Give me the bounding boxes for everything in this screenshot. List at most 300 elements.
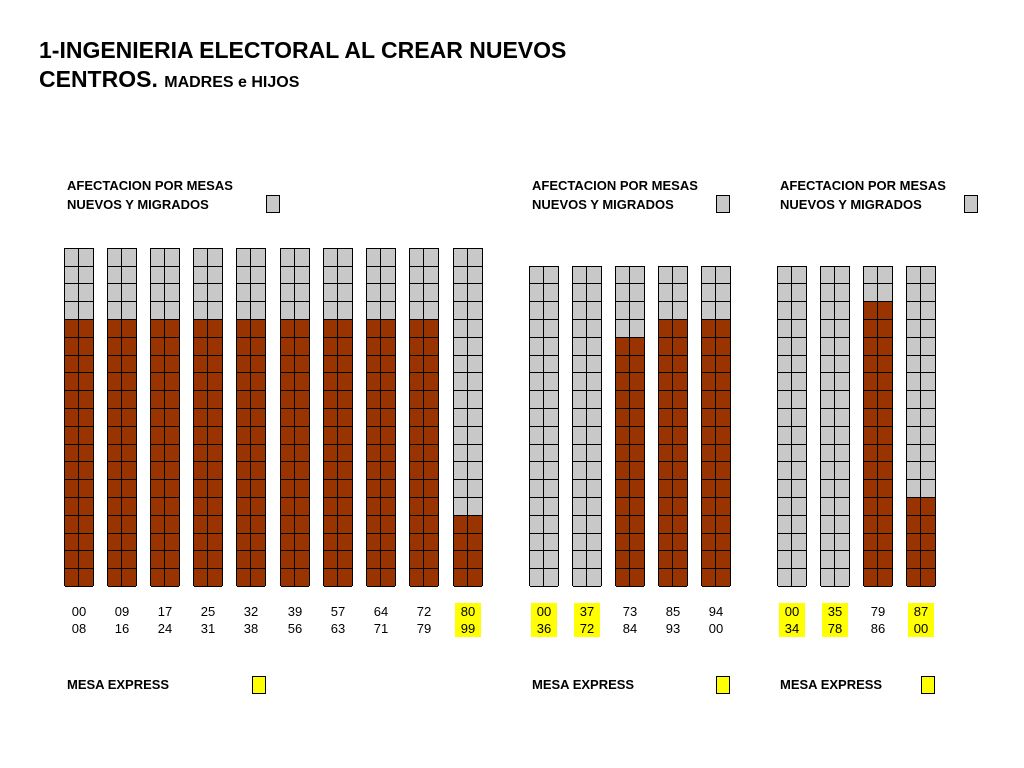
bar-column: [820, 266, 850, 586]
filled-cell: [324, 480, 338, 498]
empty-cell: [573, 534, 587, 552]
filled-cell: [251, 338, 265, 356]
empty-cell: [65, 267, 79, 285]
empty-cell: [835, 267, 849, 285]
filled-cell: [208, 480, 222, 498]
filled-cell: [324, 427, 338, 445]
filled-cell: [251, 320, 265, 338]
filled-cell: [673, 551, 687, 569]
empty-cell: [821, 445, 835, 463]
filled-cell: [659, 356, 673, 374]
filled-cell: [381, 338, 395, 356]
filled-cell: [367, 534, 381, 552]
filled-cell: [367, 498, 381, 516]
filled-cell: [673, 409, 687, 427]
filled-cell: [65, 534, 79, 552]
empty-cell: [367, 267, 381, 285]
filled-cell: [907, 534, 921, 552]
filled-cell: [338, 320, 352, 338]
empty-cell: [324, 302, 338, 320]
empty-cell: [468, 373, 482, 391]
empty-cell: [778, 551, 792, 569]
filled-cell: [108, 569, 122, 587]
filled-cell: [122, 551, 136, 569]
empty-cell: [208, 302, 222, 320]
empty-cell: [295, 267, 309, 285]
filled-cell: [151, 480, 165, 498]
bar-label-top: 00: [784, 604, 800, 619]
filled-cell: [194, 391, 208, 409]
legend-line-2: NUEVOS Y MIGRADOS: [780, 197, 922, 212]
empty-cell: [616, 284, 630, 302]
filled-cell: [108, 498, 122, 516]
filled-cell: [65, 569, 79, 587]
empty-cell: [921, 373, 935, 391]
empty-cell: [544, 445, 558, 463]
filled-cell: [716, 391, 730, 409]
filled-cell: [237, 534, 251, 552]
filled-cell: [630, 427, 644, 445]
empty-cell: [821, 338, 835, 356]
empty-cell: [108, 249, 122, 267]
empty-cell: [778, 409, 792, 427]
filled-cell: [410, 373, 424, 391]
filled-cell: [165, 480, 179, 498]
filled-cell: [381, 498, 395, 516]
empty-cell: [237, 302, 251, 320]
filled-cell: [122, 498, 136, 516]
empty-cell: [878, 267, 892, 285]
filled-cell: [108, 338, 122, 356]
empty-cell: [835, 320, 849, 338]
filled-cell: [864, 320, 878, 338]
empty-cell: [165, 249, 179, 267]
filled-cell: [281, 480, 295, 498]
filled-cell: [616, 338, 630, 356]
empty-cell: [544, 409, 558, 427]
empty-cell: [79, 267, 93, 285]
bar-label-top: 39: [287, 604, 303, 619]
filled-cell: [338, 373, 352, 391]
filled-cell: [65, 356, 79, 374]
filled-cell: [702, 356, 716, 374]
empty-cell: [907, 284, 921, 302]
filled-cell: [673, 569, 687, 587]
empty-cell: [468, 409, 482, 427]
filled-cell: [65, 427, 79, 445]
filled-cell: [208, 427, 222, 445]
empty-cell: [659, 284, 673, 302]
filled-cell: [65, 462, 79, 480]
empty-cell: [821, 534, 835, 552]
bar-label: [779, 603, 805, 637]
filled-cell: [251, 391, 265, 409]
page-title: [39, 36, 566, 97]
legend-label: [67, 176, 233, 214]
filled-cell: [208, 551, 222, 569]
empty-cell: [544, 373, 558, 391]
empty-cell: [367, 249, 381, 267]
filled-cell: [630, 569, 644, 587]
legend-line-1: AFECTACION POR MESAS: [67, 178, 233, 193]
filled-cell: [673, 534, 687, 552]
empty-cell: [778, 480, 792, 498]
filled-cell: [108, 409, 122, 427]
empty-cell: [530, 267, 544, 285]
bar-column: [193, 248, 223, 586]
bar-label-bottom: 00: [913, 621, 929, 636]
empty-cell: [468, 356, 482, 374]
empty-cell: [108, 284, 122, 302]
title-line-2-main: CENTROS.: [39, 66, 158, 92]
bar-column: [107, 248, 137, 586]
filled-cell: [410, 409, 424, 427]
empty-cell: [573, 480, 587, 498]
filled-cell: [65, 498, 79, 516]
filled-cell: [616, 462, 630, 480]
empty-cell: [424, 267, 438, 285]
filled-cell: [424, 391, 438, 409]
filled-cell: [864, 356, 878, 374]
empty-cell: [821, 267, 835, 285]
empty-cell: [165, 302, 179, 320]
empty-cell: [778, 356, 792, 374]
empty-cell: [530, 391, 544, 409]
filled-cell: [673, 445, 687, 463]
bar-label-top: 00: [536, 604, 552, 619]
legend-label: [532, 176, 698, 214]
filled-cell: [410, 391, 424, 409]
empty-cell: [835, 462, 849, 480]
empty-cell: [792, 534, 806, 552]
empty-cell: [778, 569, 792, 587]
filled-cell: [208, 569, 222, 587]
filled-cell: [208, 391, 222, 409]
empty-cell: [702, 302, 716, 320]
filled-cell: [108, 551, 122, 569]
empty-cell: [792, 320, 806, 338]
filled-cell: [208, 498, 222, 516]
filled-cell: [65, 480, 79, 498]
filled-cell: [122, 320, 136, 338]
empty-cell: [468, 320, 482, 338]
filled-cell: [878, 534, 892, 552]
bar-label: [531, 603, 557, 637]
filled-cell: [151, 551, 165, 569]
empty-cell: [921, 391, 935, 409]
filled-cell: [659, 534, 673, 552]
filled-cell: [616, 480, 630, 498]
empty-cell: [324, 249, 338, 267]
empty-cell: [468, 249, 482, 267]
filled-cell: [410, 356, 424, 374]
bar-column: [409, 248, 439, 586]
filled-cell: [281, 498, 295, 516]
filled-cell: [251, 445, 265, 463]
filled-cell: [295, 320, 309, 338]
mesa-express-label: MESA EXPRESS: [780, 677, 883, 692]
bar-label-top: 32: [243, 604, 259, 619]
legend-line-2: NUEVOS Y MIGRADOS: [532, 197, 674, 212]
filled-cell: [251, 498, 265, 516]
bar-label-top: 35: [827, 604, 843, 619]
filled-cell: [864, 302, 878, 320]
empty-cell: [530, 480, 544, 498]
empty-cell: [835, 409, 849, 427]
empty-cell: [587, 356, 601, 374]
filled-cell: [324, 409, 338, 427]
title-line-2-sub: MADRES e HIJOS: [164, 74, 300, 91]
bar-label-bottom: 72: [579, 621, 595, 636]
filled-cell: [864, 498, 878, 516]
empty-cell: [921, 462, 935, 480]
filled-cell: [673, 480, 687, 498]
bar-column: [453, 248, 483, 586]
filled-cell: [122, 516, 136, 534]
empty-cell: [573, 373, 587, 391]
filled-cell: [151, 409, 165, 427]
bar-label-top: 09: [114, 604, 130, 619]
filled-cell: [907, 498, 921, 516]
filled-cell: [194, 320, 208, 338]
filled-cell: [381, 409, 395, 427]
filled-cell: [122, 480, 136, 498]
empty-cell: [792, 569, 806, 587]
empty-cell: [792, 516, 806, 534]
filled-cell: [165, 427, 179, 445]
empty-cell: [907, 302, 921, 320]
filled-cell: [673, 427, 687, 445]
filled-cell: [165, 551, 179, 569]
empty-cell: [921, 320, 935, 338]
filled-cell: [454, 516, 468, 534]
empty-cell: [194, 302, 208, 320]
filled-cell: [165, 409, 179, 427]
legend-label: [780, 176, 946, 214]
empty-cell: [907, 462, 921, 480]
empty-cell: [573, 462, 587, 480]
empty-cell: [454, 249, 468, 267]
filled-cell: [878, 320, 892, 338]
filled-cell: [281, 534, 295, 552]
filled-cell: [295, 498, 309, 516]
filled-cell: [79, 534, 93, 552]
empty-cell: [878, 284, 892, 302]
empty-cell: [237, 267, 251, 285]
filled-cell: [702, 498, 716, 516]
filled-cell: [194, 480, 208, 498]
empty-cell: [454, 267, 468, 285]
filled-cell: [295, 551, 309, 569]
empty-cell: [281, 249, 295, 267]
empty-cell: [530, 338, 544, 356]
empty-cell: [673, 302, 687, 320]
filled-cell: [673, 498, 687, 516]
empty-cell: [821, 373, 835, 391]
filled-cell: [324, 320, 338, 338]
bar-label-top: 25: [200, 604, 216, 619]
empty-cell: [530, 498, 544, 516]
filled-cell: [251, 356, 265, 374]
empty-cell: [702, 284, 716, 302]
empty-cell: [921, 409, 935, 427]
filled-cell: [616, 445, 630, 463]
legend-swatch: [266, 195, 280, 213]
filled-cell: [79, 480, 93, 498]
filled-cell: [324, 356, 338, 374]
empty-cell: [544, 284, 558, 302]
bar-label: [908, 603, 934, 637]
filled-cell: [468, 569, 482, 587]
filled-cell: [151, 569, 165, 587]
empty-cell: [79, 284, 93, 302]
filled-cell: [878, 427, 892, 445]
empty-cell: [907, 445, 921, 463]
filled-cell: [659, 516, 673, 534]
filled-cell: [122, 391, 136, 409]
bar-label-top: 79: [870, 604, 886, 619]
bar-column: [323, 248, 353, 586]
empty-cell: [907, 391, 921, 409]
filled-cell: [410, 551, 424, 569]
filled-cell: [616, 516, 630, 534]
filled-cell: [424, 498, 438, 516]
empty-cell: [544, 338, 558, 356]
filled-cell: [702, 391, 716, 409]
empty-cell: [194, 267, 208, 285]
filled-cell: [410, 534, 424, 552]
empty-cell: [792, 267, 806, 285]
empty-cell: [835, 356, 849, 374]
filled-cell: [381, 320, 395, 338]
filled-cell: [281, 338, 295, 356]
empty-cell: [544, 267, 558, 285]
filled-cell: [237, 445, 251, 463]
bar-label-bottom: 34: [784, 621, 800, 636]
empty-cell: [208, 249, 222, 267]
filled-cell: [194, 409, 208, 427]
filled-cell: [122, 338, 136, 356]
empty-cell: [587, 391, 601, 409]
filled-cell: [864, 391, 878, 409]
filled-cell: [338, 338, 352, 356]
empty-cell: [544, 320, 558, 338]
filled-cell: [468, 551, 482, 569]
filled-cell: [702, 409, 716, 427]
filled-cell: [630, 462, 644, 480]
filled-cell: [673, 516, 687, 534]
filled-cell: [907, 569, 921, 587]
empty-cell: [921, 338, 935, 356]
empty-cell: [907, 427, 921, 445]
filled-cell: [367, 320, 381, 338]
filled-cell: [324, 498, 338, 516]
bar-label-top: 85: [665, 604, 681, 619]
filled-cell: [921, 551, 935, 569]
filled-cell: [878, 409, 892, 427]
filled-cell: [194, 516, 208, 534]
filled-cell: [122, 534, 136, 552]
empty-cell: [251, 302, 265, 320]
empty-cell: [921, 427, 935, 445]
empty-cell: [587, 569, 601, 587]
empty-cell: [573, 516, 587, 534]
filled-cell: [616, 498, 630, 516]
filled-cell: [194, 498, 208, 516]
filled-cell: [251, 409, 265, 427]
empty-cell: [616, 302, 630, 320]
filled-cell: [338, 445, 352, 463]
empty-cell: [381, 284, 395, 302]
filled-cell: [281, 373, 295, 391]
filled-cell: [79, 445, 93, 463]
filled-cell: [616, 391, 630, 409]
empty-cell: [792, 498, 806, 516]
filled-cell: [122, 373, 136, 391]
empty-cell: [544, 551, 558, 569]
empty-cell: [587, 320, 601, 338]
filled-cell: [194, 462, 208, 480]
filled-cell: [381, 391, 395, 409]
filled-cell: [367, 356, 381, 374]
filled-cell: [281, 516, 295, 534]
empty-cell: [778, 338, 792, 356]
filled-cell: [251, 427, 265, 445]
filled-cell: [151, 356, 165, 374]
legend-swatch: [716, 195, 730, 213]
filled-cell: [324, 551, 338, 569]
bar-label-top: 94: [708, 604, 724, 619]
empty-cell: [454, 480, 468, 498]
empty-cell: [587, 338, 601, 356]
filled-cell: [468, 534, 482, 552]
filled-cell: [878, 516, 892, 534]
empty-cell: [821, 320, 835, 338]
filled-cell: [151, 320, 165, 338]
empty-cell: [630, 302, 644, 320]
filled-cell: [716, 356, 730, 374]
filled-cell: [659, 551, 673, 569]
filled-cell: [616, 427, 630, 445]
empty-cell: [237, 249, 251, 267]
filled-cell: [194, 445, 208, 463]
empty-cell: [573, 267, 587, 285]
filled-cell: [281, 391, 295, 409]
filled-cell: [237, 427, 251, 445]
empty-cell: [702, 267, 716, 285]
filled-cell: [165, 373, 179, 391]
filled-cell: [237, 551, 251, 569]
filled-cell: [108, 427, 122, 445]
bar-label-bottom: 71: [373, 621, 389, 636]
empty-cell: [792, 338, 806, 356]
empty-cell: [410, 302, 424, 320]
empty-cell: [821, 569, 835, 587]
empty-cell: [454, 462, 468, 480]
filled-cell: [864, 338, 878, 356]
empty-cell: [573, 427, 587, 445]
empty-cell: [587, 302, 601, 320]
empty-cell: [792, 462, 806, 480]
filled-cell: [338, 498, 352, 516]
empty-cell: [835, 427, 849, 445]
empty-cell: [151, 249, 165, 267]
bar-label-bottom: 38: [243, 621, 259, 636]
empty-cell: [530, 462, 544, 480]
empty-cell: [864, 267, 878, 285]
empty-cell: [587, 551, 601, 569]
filled-cell: [454, 569, 468, 587]
